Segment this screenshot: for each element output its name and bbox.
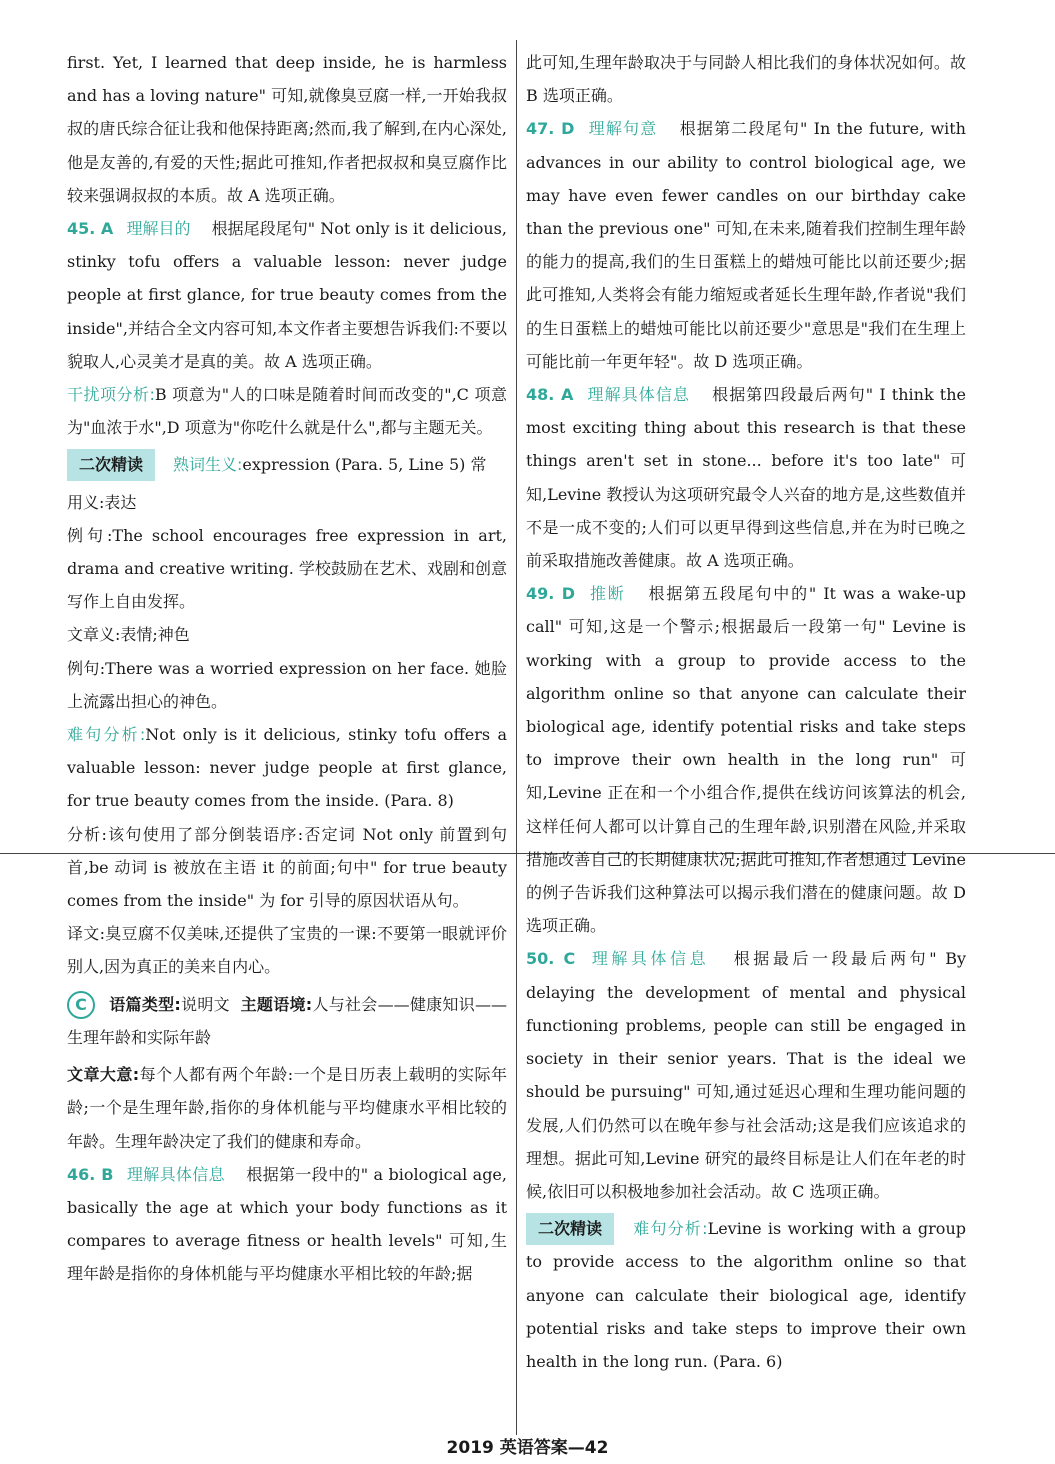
- question-number: 50. C: [526, 949, 576, 969]
- answer-text: 根据第二段尾句" In the future, with advances in our ability to control biological age, we may have even fewer candles on our birthday cake than the previous one" 可知,在未来,随着我们控制生理年龄的能力的提高,我们的生日蛋糕上的蜡烛可能比以前还要少;据此可推知,人类将会有能力缩短或者延长生理年龄,作者说"我们的生日蛋糕上的蜡烛可能比以前还要少"意思是"我们在生理上可能比前一年更年轻"。故 D 选项正确。: [526, 119, 966, 371]
- column-divider: [516, 40, 517, 1435]
- paragraph: first. Yet, I learned that deep inside, he is harmless and has a loving nature" 可知,就像臭豆腐一样,一开始我叔叔的唐氏综合征让我和他保持距离;然而,我了解到,在内心深处,他是友善的,有爱的天性;据此可推知,作者把叔叔和臭豆腐作比较来强调叔叔的本质。故 A 选项正确。: [67, 53, 507, 205]
- question-number: 49. D: [526, 584, 576, 604]
- question-number: 47. D: [526, 119, 575, 139]
- answer-text: 根据尾段尾句" Not only is it delicious, stinky tofu offers a valuable lesson: never judge people at first glance, for true beauty comes from the inside",并结合全文内容可知,本文作者主要想告诉我们:不要以貌取人,心灵美才是真的美。故 A 选项正确。: [67, 219, 507, 371]
- skill-label: 理解具体信息: [126, 1164, 225, 1184]
- sentence-analysis: 分析:该句使用了部分倒装语序:否定词 Not only 前置到句首,be 动词 is 被放在主语 it 的前面;句中" for true beauty comes from the inside" 为 for 引导的原因状语从句。: [67, 824, 507, 911]
- sentence-translation: 译文:臭豆腐不仅美味,还提供了宝贵的一课:不要第一眼就评价别人,因为真正的美来自内心。: [67, 924, 507, 977]
- question-49: [526, 577, 966, 942]
- hard-sentence-label: 难句分析:: [632, 1219, 708, 1239]
- answer-text: 根据第五段尾句中的" It was a wake-up call" 可知,这是一个警示;根据最后一段第一句" Levine is working with a group to provide access to the algorithm online so that anyone can calculate their biological age, identify potential risks and take steps to improve their own health in the long run" 可知,Levine 正在和一个小组合作,提供在线访问该算法的机会,这样任何人都可以计算自己的生理年龄,识别潜在风险,并采取措施改善自己的长期健康状况;据此可推知,作者想通过 Levine 的例子告诉我们这种算法可以揭示我们潜在的健康问题。故 D 选项正确。: [526, 584, 967, 936]
- summary-label: 文章大意:: [67, 1065, 140, 1085]
- passage-c-icon: C: [67, 991, 95, 1019]
- reread-section: [67, 448, 507, 481]
- passage-summary: [67, 1058, 507, 1158]
- summary-text: 每个人都有两个年龄:一个是日历表上载明的实际年龄;一个是生理年龄,指你的身体机能与平均健康水平相比较的年龄。生理年龄决定了我们的健康和寿命。: [67, 1065, 507, 1151]
- distractor-analysis: [67, 378, 507, 444]
- reread-box: 二次精读: [67, 449, 155, 481]
- word-meaning-text: expression (Para. 5, Line 5) 常: [242, 455, 487, 475]
- page-footer: 2019 英语答案—42: [446, 1438, 609, 1458]
- answer-text: 根据第四段最后两句" I think the most exciting thing about this research is that these things aren't set in stone... before it's too late" 可知,Levine 教授认为这项研究最令人兴奋的地方是,这些数值并不是一成不变的;人们可以更早得到这些信息,并在为时已晚之前采取措施改善健康。故 A 选项正确。: [526, 385, 967, 571]
- hard-sentence-text: Not only is it delicious, stinky tofu offers a valuable lesson: never judge people at first glance, for true beauty comes from the inside. (Para. 8): [67, 725, 507, 811]
- usage-common: 用义:表达: [67, 492, 137, 512]
- example-sentence-1: 例句:The school encourages free expression in art, drama and creative writing. 学校鼓励在艺术、戏剧和创意写作上自由发挥。: [67, 525, 507, 612]
- reread-section: [526, 1212, 966, 1378]
- word-meaning-label: 熟词生义:: [173, 455, 243, 475]
- question-46: [67, 1158, 507, 1291]
- context-value: 人与社会——健康知识——生理年龄和实际年龄: [67, 994, 507, 1047]
- question-47: [526, 112, 966, 378]
- question-48: [526, 378, 966, 577]
- reread-box: 二次精读: [526, 1213, 614, 1245]
- question-50: [526, 942, 966, 1208]
- left-column: [67, 46, 507, 1291]
- distractor-text: B 项意为"人的口味是随着时间而改变的",C 项意为"血浓于水",D 项意为"你吃什么就是什么",都与主题无关。: [67, 385, 507, 438]
- type-value: 说明文: [180, 994, 230, 1014]
- hard-sentence: [67, 718, 507, 818]
- question-number: 45. A: [67, 219, 114, 239]
- answer-text: 根据最后一段最后两句" By delaying the development of mental and physical functioning problems, people can still be engaged in society in their senior years. That is the ideal we should be pursuing" 可知,通过延迟心理和生理功能问题的发展,人们仍然可以在晚年参与社会活动;这是我们应该追求的理想。据此可知,Levine 研究的最终目标是让人们在年老的时候,依旧可以积极地参加社会活动。故 C 选项正确。: [526, 949, 966, 1201]
- hard-sentence-text: Levine is working with a group to provide access to the algorithm online so that anyone can calculate their biological age, identify potential risks and take steps to improve their own health in the long run. (Para. 6): [526, 1219, 966, 1371]
- question-number: 48. A: [526, 385, 574, 405]
- example-sentence-2: 例句:There was a worried expression on her face. 她脸上流露出担心的神色。: [67, 658, 507, 711]
- skill-label: 理解具体信息: [587, 385, 690, 405]
- usage-passage: 文章义:表情;神色: [67, 625, 190, 645]
- paragraph: 此可知,生理年龄取决于与同龄人相比我们的身体状况如何。故 B 选项正确。: [526, 53, 966, 106]
- right-column: [526, 46, 966, 1382]
- answer-text: 根据第一段中的" a biological age, basically the age at which your body functions as it compares to average fitness or health levels" 可知,生理年龄是指你的身体机能与平均健康水平相比较的年龄;据: [67, 1164, 507, 1284]
- skill-label: 推断: [589, 584, 626, 604]
- skill-label: 理解句意: [588, 119, 658, 139]
- question-45: [67, 212, 507, 378]
- context-label: 主题语境:: [240, 994, 313, 1014]
- question-number: 46. B: [67, 1164, 114, 1184]
- skill-label: 理解目的: [126, 219, 191, 239]
- hard-sentence-label: 难句分析:: [67, 725, 146, 745]
- type-label: 语篇类型:: [109, 994, 181, 1014]
- skill-label: 理解具体信息: [591, 949, 710, 969]
- distractor-label: 干扰项分析:: [67, 385, 155, 405]
- passage-info: [67, 988, 507, 1054]
